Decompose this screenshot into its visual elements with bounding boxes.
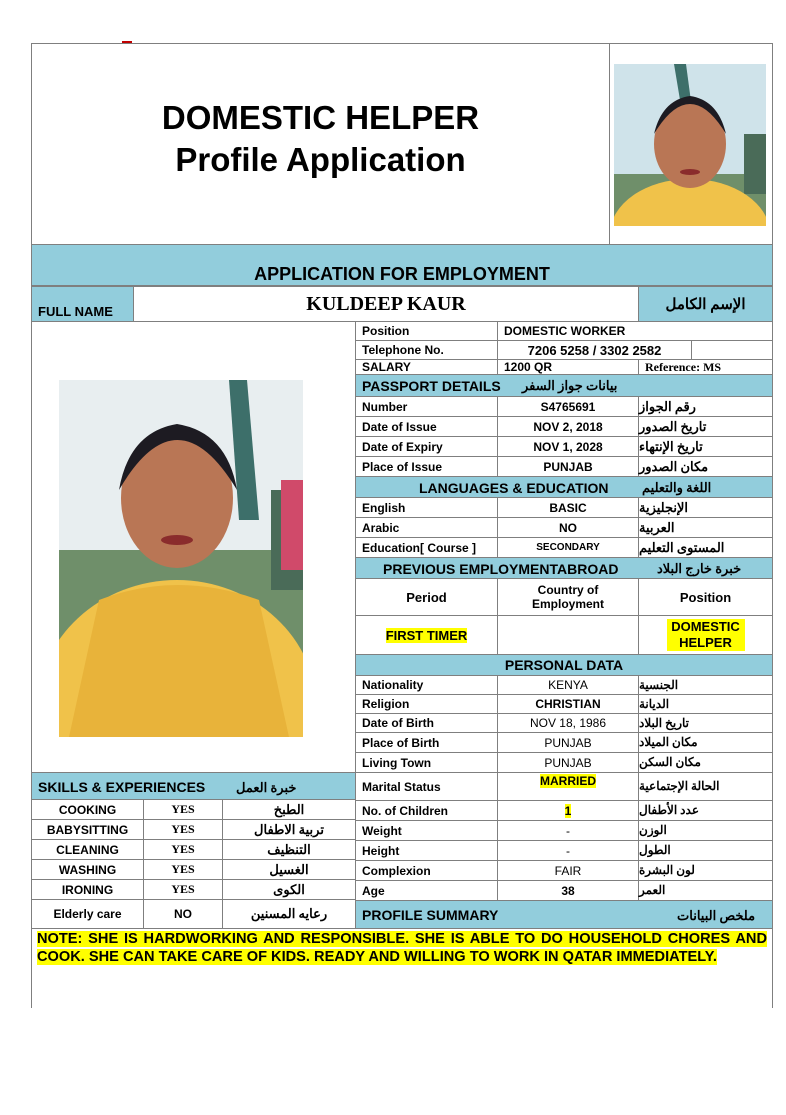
position-label: Position: [355, 321, 498, 341]
language-row-label: English: [355, 497, 498, 518]
country-column-header: Country of Employment: [497, 578, 639, 616]
personal-row-value-text: CHRISTIAN: [535, 697, 601, 711]
personal-row-value-text: 1: [564, 803, 572, 818]
personal-data-heading: PERSONAL DATA: [355, 654, 773, 676]
main-photo: [59, 380, 303, 737]
personal-row-value: [497, 713, 639, 733]
skill-row-label: BABYSITTING: [31, 819, 144, 840]
skills-heading-label: SKILLS & EXPERIENCES: [38, 779, 206, 795]
position-cell: [638, 615, 773, 655]
country-value: [497, 615, 639, 655]
language-row-label: Education[ Course ]: [355, 537, 498, 558]
skill-row-value: YES: [143, 819, 223, 840]
personal-row-value: [497, 800, 639, 821]
passport-row-label: Number: [355, 396, 498, 417]
telephone-value: 7206 5258 / 3302 2582: [497, 340, 692, 360]
skill-row-arabic: التنظيف: [222, 839, 356, 860]
personal-row-label: Marital Status: [355, 772, 498, 801]
personal-row-arabic: الديانة: [638, 694, 773, 714]
header-photo: [614, 64, 766, 226]
personal-row-label: Living Town: [355, 752, 498, 773]
personal-row-label: Height: [355, 840, 498, 861]
languages-heading-label: LANGUAGES & EDUCATION: [419, 480, 609, 496]
skill-row-value: YES: [143, 879, 223, 900]
personal-row-arabic: مكان الميلاد: [638, 732, 773, 753]
page-title: DOMESTIC HELPER: [161, 99, 480, 136]
skill-row-arabic: الطبخ: [222, 799, 356, 820]
previous-position-value: DOMESTIC HELPER: [667, 619, 745, 651]
passport-row-arabic: تاريخ الصدور: [638, 416, 773, 437]
personal-row-arabic: العمر: [638, 880, 773, 901]
personal-row-value: [497, 772, 639, 801]
personal-row-label: Complexion: [355, 860, 498, 881]
skill-row-label: IRONING: [31, 879, 144, 900]
language-row-arabic: العربية: [638, 517, 773, 538]
passport-row-value: NOV 1, 2028: [497, 436, 639, 457]
passport-row-label: Place of Issue: [355, 456, 498, 477]
personal-row-value-text: PUNJAB: [544, 735, 592, 750]
personal-row-value-text: PUNJAB: [544, 755, 592, 770]
skill-row-arabic: الكوى: [222, 879, 356, 900]
skill-row-arabic: تربية الاطفال: [222, 819, 356, 840]
personal-row-value: [497, 860, 639, 881]
passport-row-value: S4765691: [497, 396, 639, 417]
skill-row-value: YES: [143, 859, 223, 880]
language-row-arabic: المستوى التعليم: [638, 537, 773, 558]
note-text: [37, 930, 767, 966]
skill-row-arabic: الغسيل: [222, 859, 356, 880]
skill-row-label: COOKING: [31, 799, 144, 820]
personal-row-value-text: KENYA: [548, 678, 588, 692]
salary-label: SALARY: [355, 359, 498, 375]
period-cell: [355, 615, 498, 655]
full-name-label: FULL NAME: [31, 286, 134, 322]
language-row-value: SECONDARY: [497, 537, 639, 558]
languages-heading-arabic: اللغة والتعليم: [642, 480, 712, 495]
personal-row-value: [497, 820, 639, 841]
passport-heading-label: PASSPORT DETAILS: [362, 378, 501, 394]
language-row-label: Arabic: [355, 517, 498, 538]
personal-row-label: Date of Birth: [355, 713, 498, 733]
personal-row-label: Nationality: [355, 675, 498, 695]
passport-row-label: Date of Issue: [355, 416, 498, 437]
personal-row-arabic: مكان السكن: [638, 752, 773, 773]
passport-row-arabic: تاريخ الإنتهاء: [638, 436, 773, 457]
personal-row-value-text: NOV 18, 1986: [529, 716, 607, 730]
skill-row-value: NO: [143, 899, 223, 929]
position-value: DOMESTIC WORKER: [497, 321, 773, 341]
telephone-spare-cell: [691, 340, 773, 360]
skill-row-arabic: رعايه المسنين: [222, 899, 356, 929]
skill-row-label: WASHING: [31, 859, 144, 880]
telephone-label: Telephone No.: [355, 340, 498, 360]
personal-row-value: [497, 880, 639, 901]
salary-value: 1200 QR: [497, 359, 639, 375]
personal-row-arabic: الحالة الإجتماعية: [638, 772, 773, 801]
reference-value: Reference: MS: [638, 359, 773, 375]
personal-row-arabic: عدد الأطفال: [638, 800, 773, 821]
language-row-value: NO: [497, 517, 639, 538]
personal-row-value: [497, 675, 639, 695]
personal-row-label: Weight: [355, 820, 498, 841]
previous-employment-heading-arabic: خبرة خارج البلاد: [657, 561, 742, 576]
personal-row-arabic: الجنسية: [638, 675, 773, 695]
personal-row-value: [497, 694, 639, 714]
position-column-header: Position: [638, 578, 773, 616]
skills-heading-arabic: خبرة العمل: [236, 780, 297, 795]
employment-banner-title: APPLICATION FOR EMPLOYMENT: [254, 263, 550, 284]
passport-row-arabic: مكان الصدور: [638, 456, 773, 477]
skill-row-value: YES: [143, 839, 223, 860]
skill-row-value: YES: [143, 799, 223, 820]
personal-row-label: Age: [355, 880, 498, 901]
passport-row-arabic: رقم الجواز: [638, 396, 773, 417]
personal-row-value-text: 38: [561, 883, 575, 898]
personal-row-value: [497, 840, 639, 861]
skill-row-label: CLEANING: [31, 839, 144, 860]
personal-row-value-text: MARRIED: [540, 774, 596, 788]
personal-row-label: Religion: [355, 694, 498, 714]
passport-heading-arabic: بيانات جواز السفر: [522, 378, 618, 393]
personal-row-arabic: لون البشرة: [638, 860, 773, 881]
previous-employment-heading-label: PREVIOUS EMPLOYMENTABROAD: [383, 561, 619, 577]
personal-row-value-text: -: [566, 823, 570, 838]
passport-row-value: NOV 2, 2018: [497, 416, 639, 437]
passport-row-label: Date of Expiry: [355, 436, 498, 457]
period-value: FIRST TIMER: [385, 627, 468, 643]
profile-summary-label: PROFILE SUMMARY: [362, 907, 499, 923]
personal-row-arabic: الطول: [638, 840, 773, 861]
note-highlight: NOTE: SHE IS HARDWORKING AND RESPONSIBLE. SHE IS ABLE TO DO HOUSEHOLD CHORES AND COOK. SHE CAN TAKE CARE OF KIDS. READY AND WILLING TO WORK IN QATAR IMMEDIATELY.: [37, 931, 767, 965]
skill-row-label: Elderly care: [31, 899, 144, 929]
personal-row-arabic: تاريخ البلاد: [638, 713, 773, 733]
period-column-header: Period: [355, 578, 498, 616]
personal-row-value-text: -: [566, 843, 570, 858]
personal-row-label: Place of Birth: [355, 732, 498, 753]
full-name-value: KULDEEP KAUR: [133, 286, 639, 322]
passport-row-value: PUNJAB: [497, 456, 639, 477]
language-row-arabic: الإنجليزية: [638, 497, 773, 518]
personal-row-value: [497, 752, 639, 773]
language-row-value: BASIC: [497, 497, 639, 518]
full-name-arabic-label: الإسم الكامل: [638, 286, 773, 322]
personal-row-label: No. of Children: [355, 800, 498, 821]
personal-row-value: [497, 732, 639, 753]
profile-summary-arabic: ملخص البيانات: [677, 908, 756, 923]
personal-row-arabic: الوزن: [638, 820, 773, 841]
personal-row-value-text: FAIR: [554, 863, 582, 878]
page-subtitle: Profile Application: [175, 141, 466, 178]
